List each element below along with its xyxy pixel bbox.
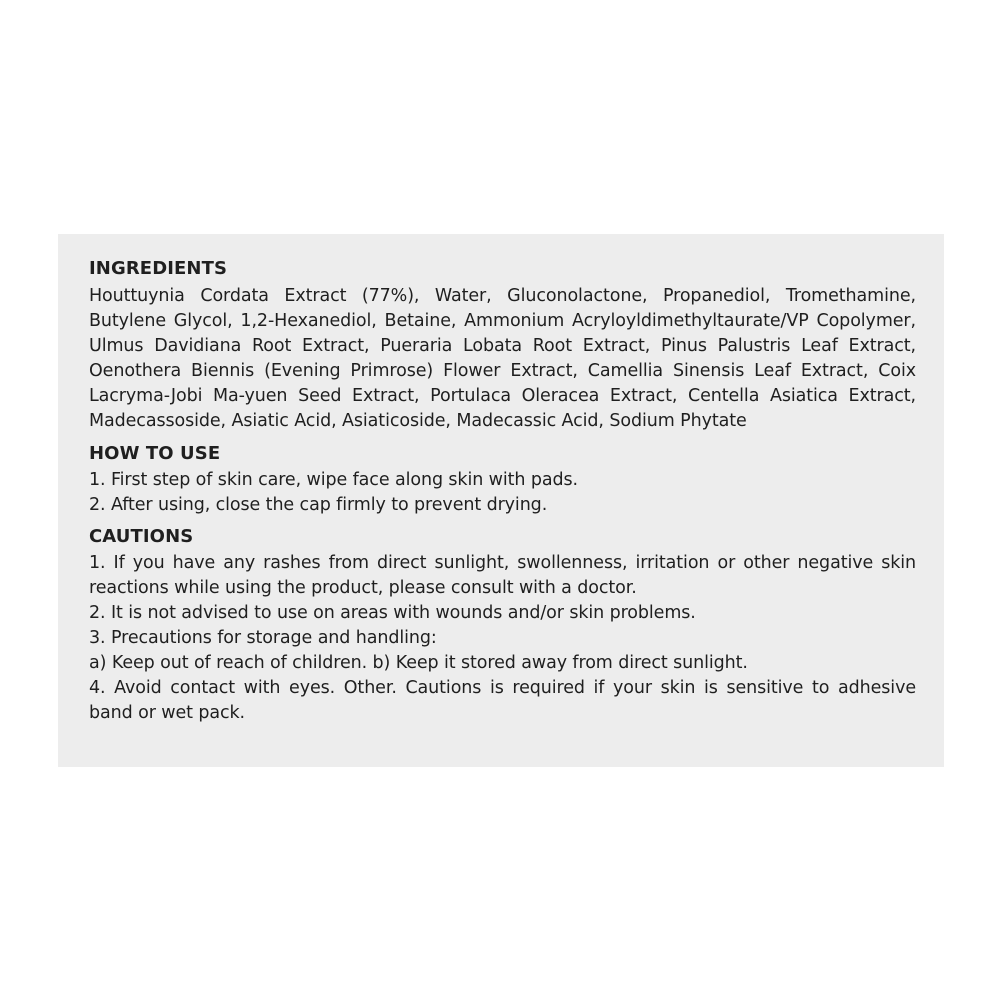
ingredients-text: Houttuynia Cordata Extract (77%), Water, Gluconolactone, Propanediol, Tromethamine, Butylene Glycol, 1,2-Hexanediol, Betaine, Ammonium Acryloyldimethyltaurate/VP Copolymer, Ulmus Davidiana Root Extract, Pueraria Lobata Root Extract, Pinus Palustris Leaf Extract, Oenothera Biennis (Evening Primrose) Flower Extract, Camellia Sinensis Leaf Extract, Coix Lacryma-Jobi Ma-yuen Seed Extract, Portulaca Oleracea Extract, Centella Asiatica Extract, Madecassoside, Asiatic Acid, Asiaticoside, Madecassic Acid, Sodium Phytate <box>89 286 916 431</box>
ingredients-label-card <box>58 234 944 767</box>
caution-item: 1. If you have any rashes from direct sunlight, swollenness, irritation or other negative skin reactions while using the product, please consult with a doctor. <box>89 553 916 598</box>
ingredients-heading: INGREDIENTS <box>89 258 228 279</box>
caution-item: 3. Precautions for storage and handling: <box>89 628 437 648</box>
how-to-use-heading: HOW TO USE <box>89 443 221 464</box>
cautions-list <box>89 551 916 726</box>
caution-item: 4. Avoid contact with eyes. Other. Cautions is required if your skin is sensitive to adhesive band or wet pack. <box>89 678 916 723</box>
how-to-use-step: 1. First step of skin care, wipe face along skin with pads. <box>89 470 578 490</box>
caution-item: a) Keep out of reach of children. b) Keep it stored away from direct sunlight. <box>89 653 748 673</box>
how-to-use-list <box>89 468 916 518</box>
how-to-use-step: 2. After using, close the cap firmly to prevent drying. <box>89 495 548 515</box>
cautions-heading: CAUTIONS <box>89 526 194 547</box>
caution-item: 2. It is not advised to use on areas with wounds and/or skin problems. <box>89 603 696 623</box>
